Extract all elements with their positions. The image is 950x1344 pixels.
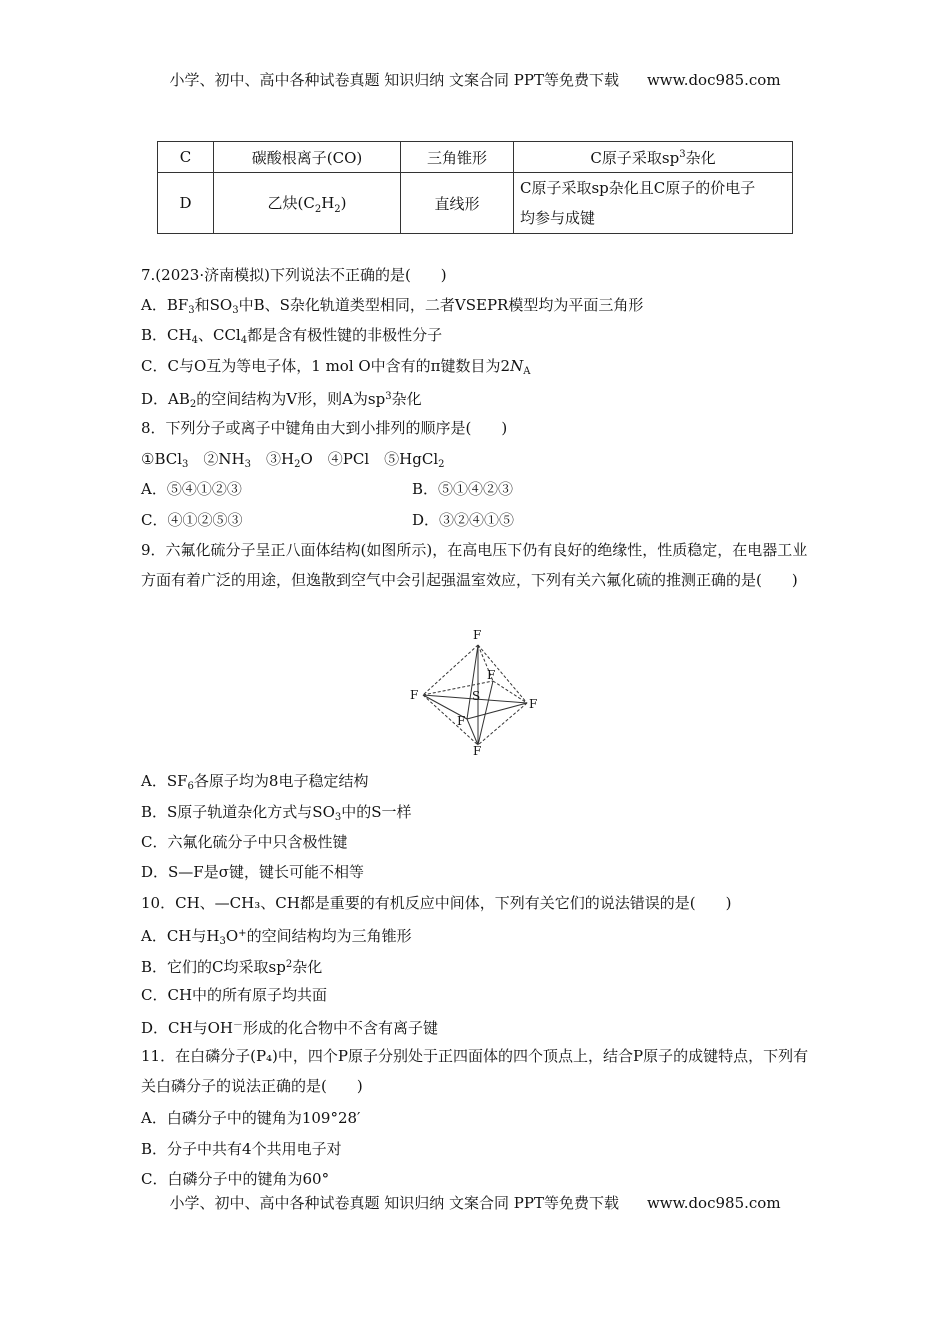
footer-site: www.doc985.com xyxy=(646,1194,781,1212)
footer-text: 小学、初中、高中各种试卷真题 知识归纳 文案合同 PPT等免费下载 xyxy=(169,1194,619,1212)
q9-option-c: C．六氟化硫分子中只含极性键 xyxy=(141,833,348,851)
q11-option-a: A．白磷分子中的键角为109°28′ xyxy=(141,1109,361,1127)
q8-option-c: C．④①②⑤③ xyxy=(141,511,243,529)
substance-cell: 碳酸根离子(CO) xyxy=(214,142,401,173)
atom-f-bottom: F xyxy=(473,744,482,757)
atom-s-center: S xyxy=(472,689,481,703)
q11-option-b: B．分子中共有4个共用电子对 xyxy=(141,1140,342,1158)
substance-part: ) xyxy=(340,193,347,212)
q7-option-c: C．C与O互为等电子体，1 mol O中含有的π键数目为$2N_A$ xyxy=(141,357,531,377)
q9-option-d: D．S—F是σ键，键长可能不相等 xyxy=(141,863,364,881)
atom-f-back: F xyxy=(487,668,496,682)
shape-cell: 直线形 xyxy=(401,173,514,234)
reason-line: 均参与成键 xyxy=(520,209,596,227)
q11-stem: 11．在白磷分子(P₄)中，四个P原子分别处于正四面体的四个顶点上，结合P原子的成键特点，下列有关白磷分子的说法正确的是( ) xyxy=(141,1047,809,1095)
q9-option-b: B．S原子轨道杂化方式与$SO_3$中的S一样 xyxy=(141,803,412,823)
q11-option-c: C．白磷分子中的键角为60° xyxy=(141,1170,330,1188)
atom-f-top: F xyxy=(473,628,482,642)
header-text: 小学、初中、高中各种试卷真题 知识归纳 文案合同 PPT等免费下载 xyxy=(169,71,619,89)
q7-stem: 7.(2023·济南模拟)下列说法不正确的是( ) xyxy=(141,266,447,284)
q7-option-d: D．$AB_2$的空间结构为V形，则A为$sp^3$杂化 xyxy=(141,390,422,410)
atom-f-front: F xyxy=(457,714,466,728)
reason-sup: 3 xyxy=(679,148,686,160)
row-label: C xyxy=(158,142,214,173)
table-row-d xyxy=(158,173,793,234)
q9-option-a: A．$SF_6$各原子均为8电子稳定结构 xyxy=(141,772,369,792)
reason-cell xyxy=(514,173,793,234)
reason-text-end: 杂化 xyxy=(685,148,716,167)
q9-stem: 9．六氟化硫分子呈正八面体结构(如图所示)，在高电压下仍有良好的绝缘性，性质稳定，在电器工业方面有着广泛的用途，但逸散到空气中会引起强温室效应，下列有关六氟化硫的推测正确的是( ) xyxy=(141,541,808,589)
reason-text: C原子采取sp xyxy=(590,148,680,167)
substance-part: H xyxy=(321,193,335,212)
shape-cell: 三角锥形 xyxy=(401,142,514,173)
substance-sub: 2 xyxy=(314,203,322,215)
sf6-octahedron-figure xyxy=(405,627,545,757)
q8-stem: 8．下列分子或离子中键角由大到小排列的顺序是( ) xyxy=(141,419,508,437)
q8-option-a: A．⑤④①②③ xyxy=(141,480,242,498)
atom-f-left: F xyxy=(410,688,419,702)
q10-option-c: C．CH中的所有原子均共面 xyxy=(141,986,328,1004)
q10-option-d: D．CH与OH－形成的化合物中不含有离子键 xyxy=(141,1019,438,1037)
q7-option-b: B．$CH_4$、CCl$_4$都是含有极性键的非极性分子 xyxy=(141,326,443,346)
q8-option-b: B．⑤①④②③ xyxy=(412,480,514,498)
reason-line: C原子采取sp杂化且C原子的价电子 xyxy=(520,179,756,197)
header-site: www.doc985.com xyxy=(646,71,781,89)
table-row-c xyxy=(158,142,793,173)
substance-cell xyxy=(214,173,401,234)
row-label: D xyxy=(158,173,214,234)
page-footer xyxy=(0,1192,950,1213)
reason-cell xyxy=(514,142,793,173)
page-header xyxy=(0,69,950,90)
q10-stem: 10．CH、—CH₃、CH都是重要的有机反应中间体，下列有关它们的说法错误的是( ) xyxy=(141,894,732,912)
q8-items: ①BCl$_3$ $②NH_3$ $③H_2O$ ④PCl ⑤HgCl$_2$ xyxy=(141,450,445,470)
substance-sub: 2 xyxy=(334,203,341,215)
q10-option-b: B．它们的C均采取$sp^2$杂化 xyxy=(141,958,323,976)
atom-f-right: F xyxy=(529,697,538,711)
substance-part: 乙炔(C xyxy=(267,193,315,212)
q8-option-d: D．③②④①⑤ xyxy=(412,511,515,529)
options-table xyxy=(157,141,793,234)
q7-option-a: A．$BF_3$和$SO_3$中B、S杂化轨道类型相同，二者VSEPR模型均为平面三角形 xyxy=(141,296,644,316)
q10-option-a: A．CH与$H_3O^+$的空间结构均为三角锥形 xyxy=(141,927,412,947)
